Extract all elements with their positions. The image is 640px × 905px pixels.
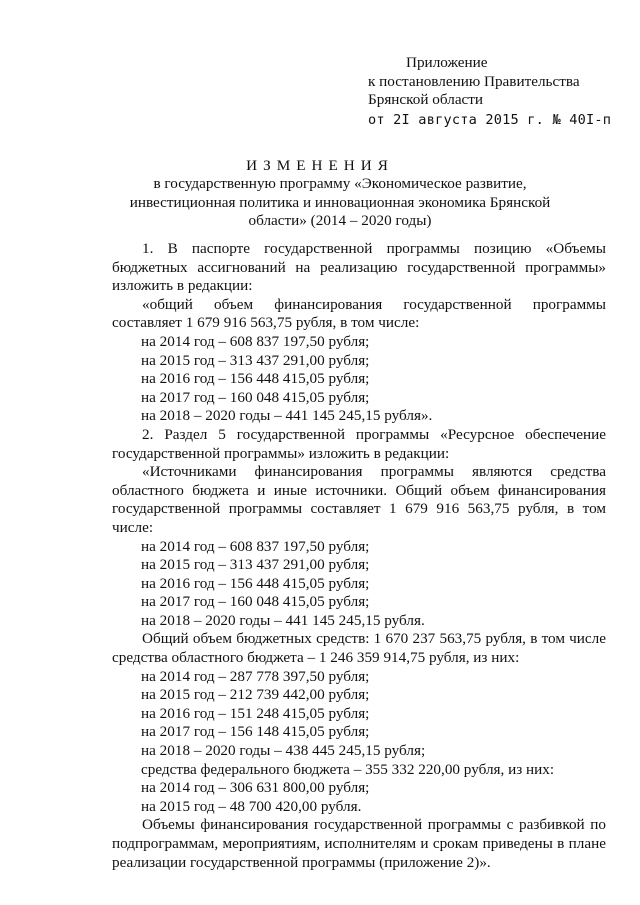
list-item: на 2018 – 2020 годы – 441 145 245,15 рубля».: [141, 407, 433, 425]
list-item: на 2015 год – 212 739 442,00 рубля;: [141, 686, 370, 704]
paragraph-5: Общий объем бюджетных средств: 1 670 237 563,75 рубля, в том числе средства областного бюджета – 1 246 359 914,75 рубля, из них:: [112, 630, 606, 667]
list-item: на 2015 год – 313 437 291,00 рубля;: [141, 351, 370, 369]
list-item: на 2016 год – 156 448 415,05 рубля;: [141, 574, 370, 592]
appendix-block: [368, 54, 638, 129]
appendix-region: Брянской области: [368, 91, 484, 109]
list-item: на 2018 – 2020 годы – 438 445 245,15 рубля;: [141, 742, 426, 760]
document-subtitle: в государственную программу «Экономическое развитие, инвестиционная политика и инновационная экономика Брянской области» (2014 – 2020 годы): [129, 175, 551, 230]
list-item: на 2017 год – 156 148 415,05 рубля;: [141, 723, 370, 741]
paragraph-2: «общий объем финансирования государственной программы составляет 1 679 916 563,75 рубля, в том числе:: [112, 295, 606, 332]
document-body: [112, 240, 606, 872]
list-item: на 2015 год – 48 700 420,00 рубля.: [141, 797, 362, 815]
list-item: на 2016 год – 156 448 415,05 рубля;: [141, 370, 370, 388]
list-item: на 2014 год – 306 631 800,00 рубля;: [141, 779, 370, 797]
list-item: на 2014 год – 608 837 197,50 рубля;: [141, 332, 370, 350]
document-title: ИЗМЕНЕНИЯ: [246, 157, 394, 174]
paragraph-4: «Источниками финансирования программы являются средства областного бюджета и иные источники. Общий объем финансирования государственной программы составляет 1 679 916 563,75 рубля, в том числе:: [112, 463, 606, 536]
list-item: на 2015 год – 313 437 291,00 рубля;: [141, 556, 370, 574]
list-item: на 2017 год – 160 048 415,05 рубля;: [141, 388, 370, 406]
list-item: на 2014 год – 608 837 197,50 рубля;: [141, 537, 370, 555]
paragraph-1: 1. В паспорте государственной программы позицию «Объемы бюджетных ассигнований на реализацию государственной программы» изложить в редакции:: [112, 240, 606, 295]
appendix-resolution: к постановлению Правительства: [368, 72, 580, 90]
list-item: на 2017 год – 160 048 415,05 рубля;: [141, 593, 370, 611]
list-item: на 2014 год – 287 778 397,50 рубля;: [141, 667, 370, 685]
list-item: на 2018 – 2020 годы – 441 145 245,15 рубля.: [141, 611, 425, 629]
appendix-label: Приложение: [406, 54, 488, 71]
paragraph-3: 2. Раздел 5 государственной программы «Ресурсное обеспечение государственной программы» изложить в редакции:: [112, 425, 606, 462]
list-item: на 2016 год – 151 248 415,05 рубля;: [141, 704, 370, 722]
paragraph-6: средства федерального бюджета – 355 332 220,00 рубля, из них:: [141, 760, 555, 778]
appendix-date-number: от 2I августа 2015 г. № 40I-п: [368, 111, 612, 128]
paragraph-7: Объемы финансирования государственной программы с разбивкой по подпрограммам, мероприятиям, исполнителям и срокам приведены в плане реализации государственной программы (приложение 2)».: [112, 816, 606, 871]
